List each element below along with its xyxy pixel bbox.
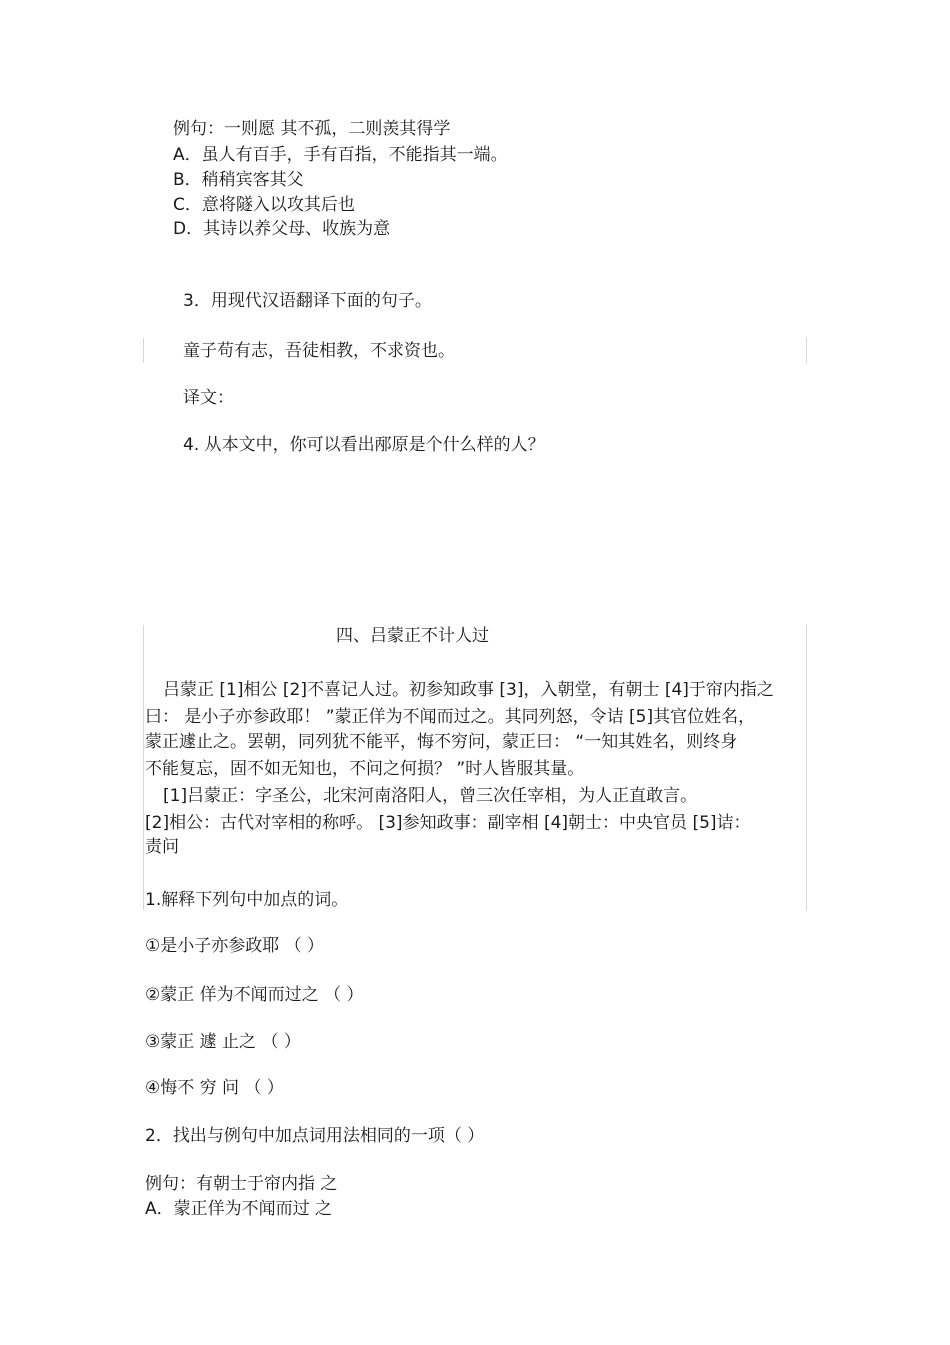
note-line-2: [2]相公：古代对宰相的称呼。 [3]参知政事：副宰相 [4]朝士：中央官员 [5]诘： [145, 813, 751, 833]
q1-item-1: ①是小子亦参政耶 （ ） [145, 936, 325, 956]
right-rule-upper [806, 338, 807, 363]
prev-option-b: B．稍稍宾客其父 [173, 170, 304, 190]
q2-title: 2．找出与例句中加点词用法相同的一项（ ） [145, 1126, 485, 1146]
q3-sentence: 童子苟有志，吾徒相教，不求资也。 [183, 341, 455, 361]
section-title: 四、吕蒙正不计人过 [336, 626, 489, 646]
left-rule-upper [143, 338, 144, 363]
passage-line-2: 曰： 是小子亦参政耶！ ”蒙正佯为不闻而过之。其同列怒，令诘 [5]其官位姓名， [145, 707, 756, 727]
passage-line-4: 不能复忘，固不如无知也，不问之何损？ ”时人皆服其量。 [145, 759, 585, 779]
q3-title: 3．用现代汉语翻译下面的句子。 [183, 291, 432, 311]
note-line-1: [1]吕蒙正：字圣公，北宋河南洛阳人，曾三次任宰相，为人正直敢言。 [163, 786, 698, 806]
left-rule-lower [143, 625, 144, 910]
q4-title: 4. 从本文中，你可以看出邴原是个什么样的人？ [183, 435, 545, 455]
prev-option-c: C．意将隧入以攻其后也 [173, 195, 355, 215]
prev-option-a: A．虽人有百手，手有百指，不能指其一端。 [173, 145, 508, 165]
q1-item-3: ③蒙正 遽 止之 （ ） [145, 1032, 301, 1052]
right-rule-lower [806, 625, 807, 910]
q2-option-a: A．蒙正佯为不闻而过 之 [145, 1199, 333, 1219]
prev-example-sentence: 例句：一则愿 其不孤，二则羡其得学 [173, 119, 451, 139]
q2-example: 例句：有朝士于帘内指 之 [145, 1174, 338, 1194]
note-line-3: 责问 [145, 837, 179, 857]
prev-option-d: D．其诗以养父母、收族为意 [173, 219, 391, 239]
passage-line-3: 蒙正遽止之。罢朝，同列犹不能平，悔不穷问，蒙正曰： “一知其姓名，则终身 [145, 732, 738, 752]
q3-translation-label: 译文： [183, 388, 234, 408]
q1-item-2: ②蒙正 佯为不闻而过之 （ ） [145, 985, 364, 1005]
q1-title: 1.解释下列句中加点的词。 [145, 890, 349, 910]
q1-item-4: ④悔不 穷 问 （ ） [145, 1078, 284, 1098]
passage-line-1: 吕蒙正 [1]相公 [2]不喜记人过。初参知政事 [3]，入朝堂，有朝士 [4]于帘内指之 [163, 680, 774, 700]
